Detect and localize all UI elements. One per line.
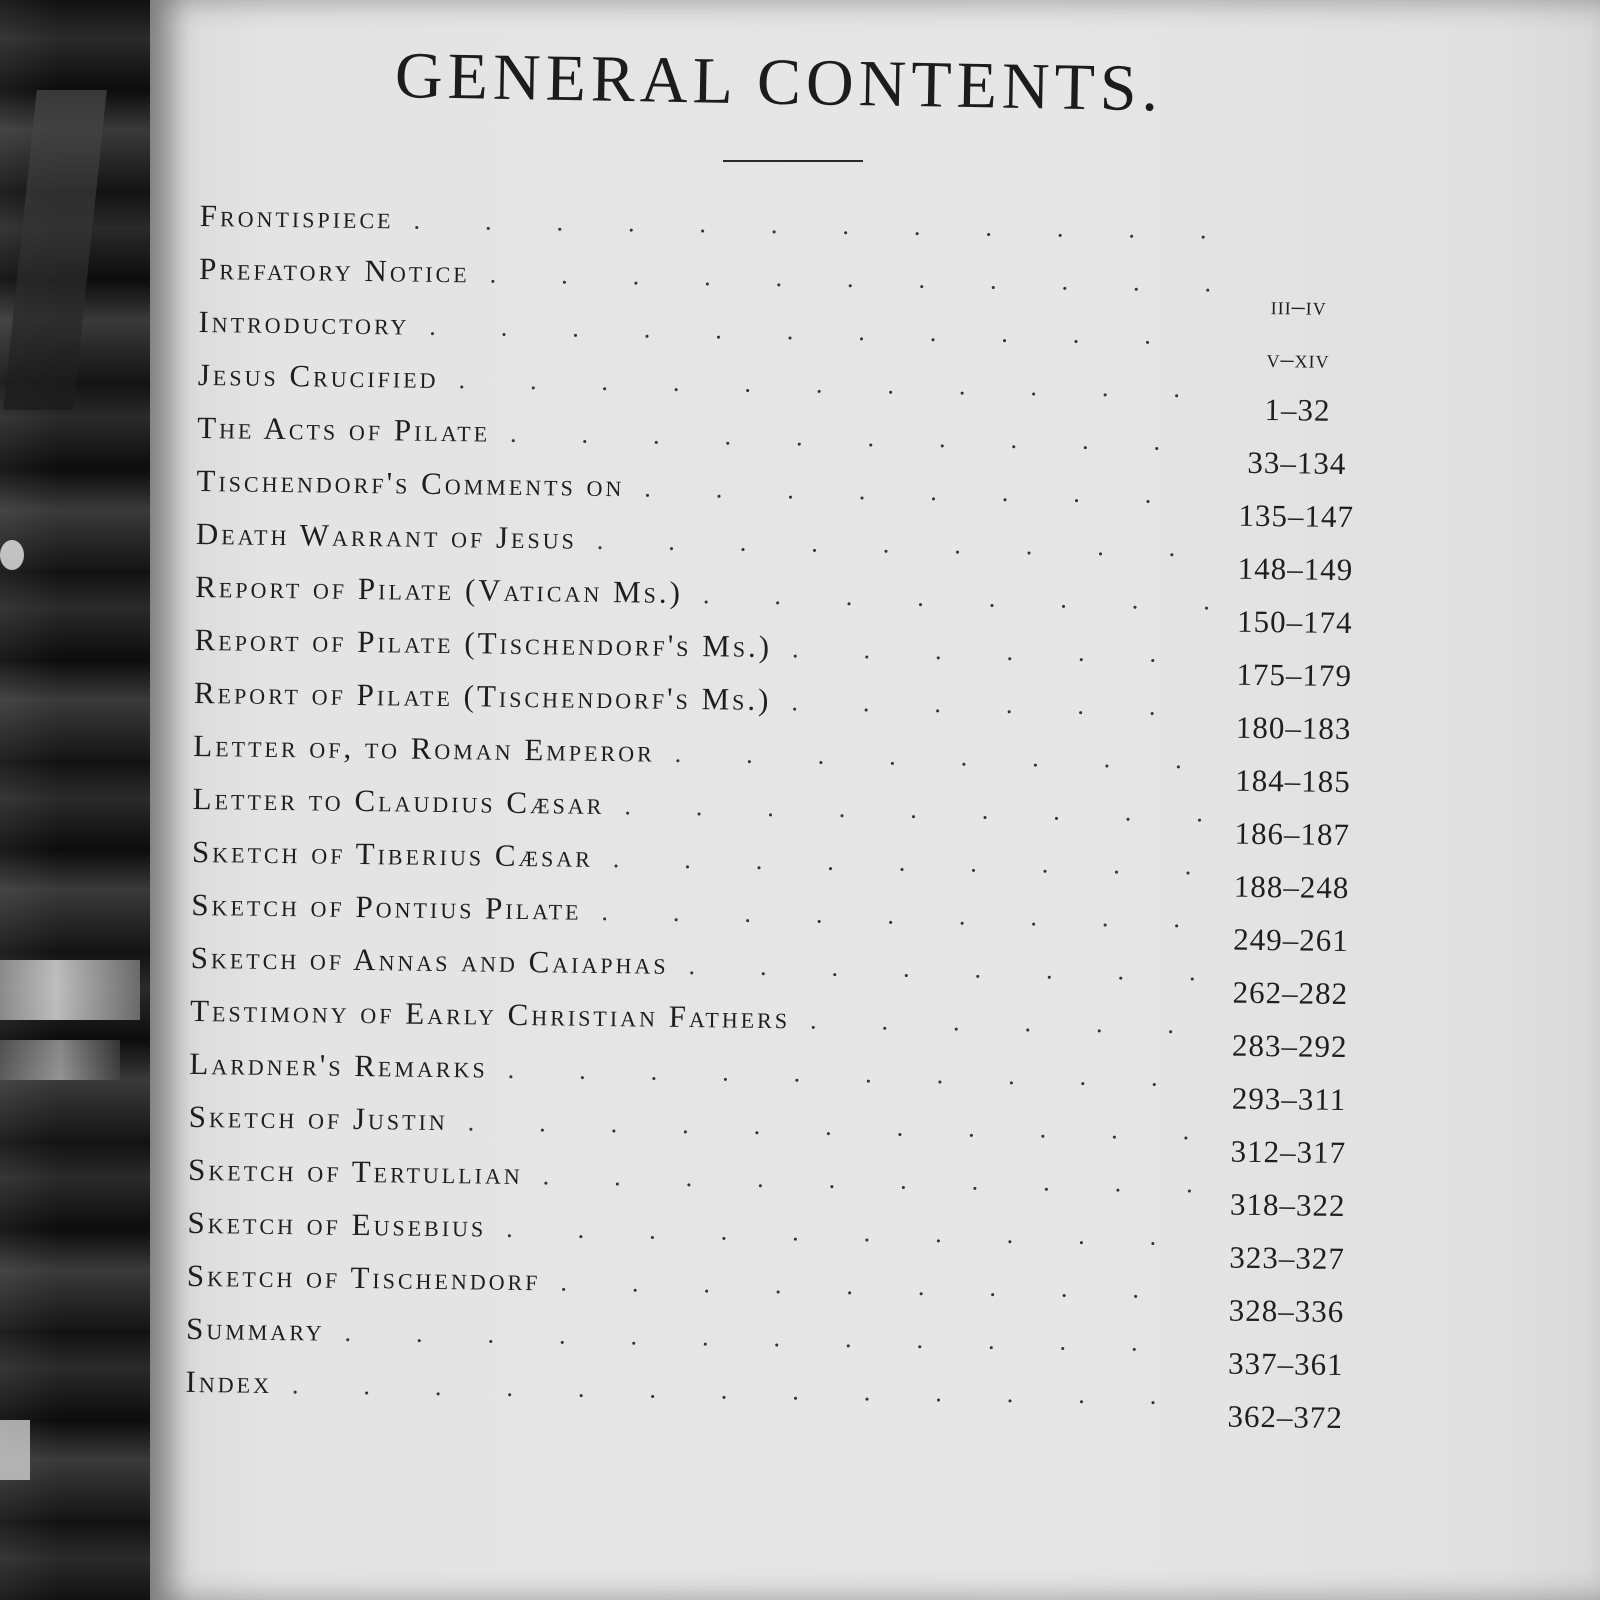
- toc-entry-label: Frontispiece: [199, 198, 394, 236]
- dot-leader: [613, 844, 1208, 881]
- toc-entry-pages: 318–322: [1229, 1186, 1346, 1224]
- toc-entry-pages: 283–292: [1231, 1027, 1348, 1065]
- toc-entry-pages: 175–179: [1236, 656, 1353, 694]
- dot-leader: [413, 206, 1215, 246]
- toc-entry-pages: iii–iv: [1270, 291, 1327, 321]
- toc-entry-label: Sketch of Justin: [188, 1098, 449, 1138]
- binding-highlight: [0, 1420, 30, 1480]
- toc-entry-label: Sketch of Annas and Caiaphas: [190, 939, 669, 981]
- dot-leader: [506, 1214, 1204, 1253]
- contents-page: [150, 0, 1600, 1600]
- toc-entry-label: Letter to Claudius Cæsar: [192, 780, 605, 821]
- toc-entry-label: Tischendorf's Comments on: [196, 462, 625, 504]
- toc-entry-label: Sketch of Tertullian: [187, 1151, 523, 1192]
- dot-leader: [292, 1370, 1202, 1411]
- toc-entry-pages: 249–261: [1233, 921, 1349, 959]
- dot-leader: [624, 791, 1209, 828]
- toc-entry-label: Sketch of Tiberius Cæsar: [191, 833, 594, 874]
- dot-leader: [810, 1006, 1206, 1041]
- dot-leader: [644, 473, 1212, 510]
- book-binding: [0, 0, 175, 1600]
- toc-entry-pages: 180–183: [1235, 709, 1352, 747]
- toc-entry-label: Introductory: [198, 303, 410, 342]
- toc-entry-label: Report of Pilate (Tischendorf's Ms.): [194, 621, 773, 665]
- dot-leader: [560, 1267, 1203, 1305]
- toc-entry-label: Sketch of Eusebius: [187, 1204, 487, 1244]
- binding-highlight: [0, 540, 24, 570]
- toc-entry-label: Testimony of Early Christian Fathers: [189, 992, 791, 1036]
- toc-entry-label: Jesus Crucified: [197, 356, 439, 395]
- toc-entry-pages: 328–336: [1228, 1292, 1345, 1330]
- toc-entry-pages: v–xiv: [1266, 344, 1330, 374]
- toc-entry-pages: 293–311: [1231, 1080, 1347, 1118]
- toc-entry-pages: 362–372: [1227, 1398, 1344, 1436]
- dot-leader: [597, 526, 1212, 564]
- dot-leader: [675, 739, 1210, 776]
- toc-entry-pages: 262–282: [1232, 974, 1349, 1012]
- toc-entry-pages: 135–147: [1238, 497, 1355, 535]
- toc-entry-label: Report of Pilate (Vatican Ms.): [195, 568, 684, 610]
- page-title: GENERAL CONTENTS.: [394, 39, 1164, 126]
- dot-leader: [703, 580, 1212, 616]
- toc-entry-pages: 186–187: [1234, 815, 1351, 853]
- dot-leader: [688, 951, 1206, 987]
- toc-entry-label: Index: [185, 1363, 273, 1400]
- toc-entry-label: Lardner's Remarks: [189, 1045, 488, 1085]
- toc-entry-pages: [1229, 261, 1369, 263]
- toc-entry-pages: 188–248: [1233, 868, 1350, 906]
- toc-entry-pages: 184–185: [1235, 762, 1351, 800]
- title-rule: [723, 160, 863, 162]
- dot-leader: [489, 260, 1215, 299]
- toc-entry-label: Sketch of Pontius Pilate: [191, 886, 582, 927]
- toc-entry-pages: 312–317: [1230, 1133, 1347, 1171]
- toc-entry-label: Letter of, to Roman Emperor: [193, 727, 655, 769]
- dot-leader: [510, 419, 1213, 458]
- toc-entry-label: The Acts of Pilate: [196, 409, 491, 449]
- toc-entry-pages: 1–32: [1264, 392, 1331, 428]
- toc-entry-label: Report of Pilate (Tischendorf's Ms.): [193, 674, 772, 718]
- toc-entry-label: Sketch of Tischendorf: [186, 1257, 541, 1298]
- dot-leader: [458, 365, 1214, 404]
- toc-entry-pages: 337–361: [1227, 1345, 1344, 1383]
- dot-leader: [601, 897, 1207, 934]
- toc-entry-pages: 323–327: [1229, 1239, 1346, 1277]
- toc-entry-pages: 148–149: [1237, 550, 1354, 588]
- dot-leader: [792, 634, 1211, 669]
- toc-entry-pages: 150–174: [1236, 603, 1353, 641]
- dot-leader: [468, 1107, 1205, 1146]
- binding-highlight: [0, 960, 140, 1020]
- dot-leader: [508, 1055, 1206, 1094]
- dot-leader: [429, 312, 1214, 352]
- dot-leader: [791, 687, 1210, 722]
- toc-entry-label: Prefatory Notice: [198, 250, 470, 290]
- toc-entry-label: Summary: [185, 1310, 325, 1348]
- toc-entry-pages: 33–134: [1247, 444, 1347, 482]
- dot-leader: [543, 1161, 1205, 1199]
- dot-leader: [344, 1318, 1202, 1358]
- toc-entry-label: Death Warrant of Jesus: [195, 515, 578, 556]
- binding-highlight: [0, 1040, 120, 1080]
- table-of-contents: [185, 198, 1370, 1436]
- binding-shadow: [3, 90, 107, 410]
